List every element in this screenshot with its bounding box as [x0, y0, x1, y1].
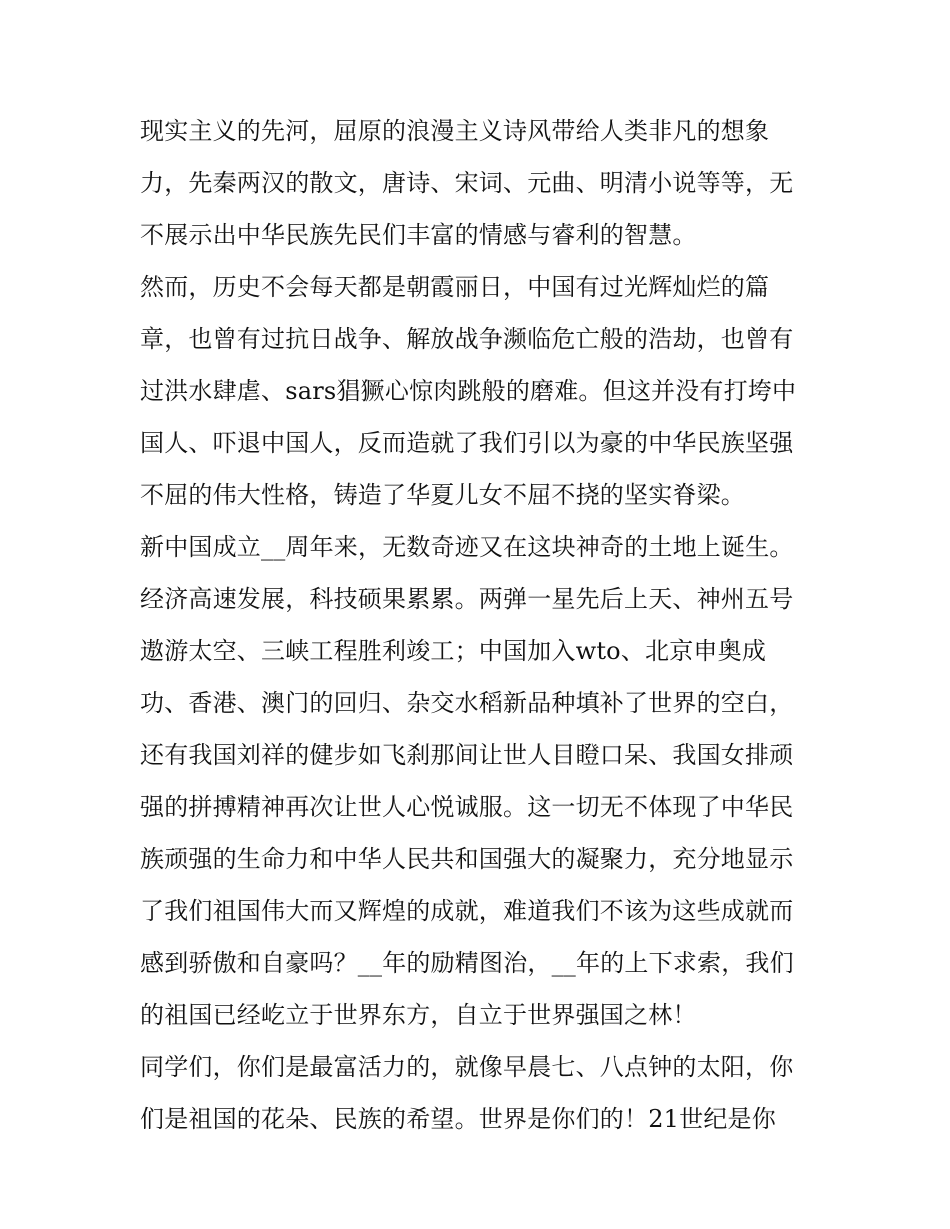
text-line: 新中国成立__周年来，无数奇迹又在这块神奇的土地上诞生。 — [140, 533, 794, 561]
text-line: 们是祖国的花朵、民族的希望。世界是你们的！21世纪是你 — [140, 1105, 776, 1133]
text-line: 不屈的伟大性格，铸造了华夏儿女不屈不挠的坚实脊梁。 — [140, 481, 745, 509]
text-line: 强的拼搏精神再次让世人心悦诚服。这一切无不体现了中华民 — [140, 793, 794, 821]
text-line: 了我们祖国伟大而又辉煌的成就，难道我们不该为这些成就而 — [140, 897, 794, 925]
text-line: 不展示出中华民族先民们丰富的情感与睿利的智慧。 — [140, 221, 697, 249]
text-line: 国人、吓退中国人，反而造就了我们引以为豪的中华民族坚强 — [140, 429, 794, 457]
text-line: 族顽强的生命力和中华人民共和国强大的凝聚力，充分地显示 — [140, 845, 794, 873]
text-line: 章，也曾有过抗日战争、解放战争濒临危亡般的浩劫，也曾有 — [140, 325, 794, 353]
text-line: 同学们，你们是最富活力的，就像早晨七、八点钟的太阳，你 — [140, 1053, 794, 1081]
text-line: 遨游太空、三峡工程胜利竣工；中国加入wto、北京申奥成 — [140, 637, 767, 665]
text-line: 经济高速发展，科技硕果累累。两弹一星先后上天、神州五号 — [140, 585, 794, 613]
text-line: 功、香港、澳门的回归、杂交水稻新品种填补了世界的空白， — [140, 689, 794, 717]
text-line: 现实主义的先河，屈原的浪漫主义诗风带给人类非凡的想象 — [140, 117, 770, 145]
text-line: 的祖国已经屹立于世界东方，自立于世界强国之林！ — [140, 1001, 697, 1029]
text-line: 然而，历史不会每天都是朝霞丽日，中国有过光辉灿烂的篇 — [140, 273, 770, 301]
text-line: 感到骄傲和自豪吗？__年的励精图治，__年的上下求索，我们 — [140, 949, 794, 977]
document-body — [140, 108, 820, 1148]
text-line: 力，先秦两汉的散文，唐诗、宋词、元曲、明清小说等等，无 — [140, 169, 794, 197]
text-line: 还有我国刘祥的健步如飞刹那间让世人目瞪口呆、我国女排顽 — [140, 741, 794, 769]
text-line: 过洪水肆虐、sars猖獗心惊肉跳般的磨难。但这并没有打垮中 — [140, 377, 797, 405]
